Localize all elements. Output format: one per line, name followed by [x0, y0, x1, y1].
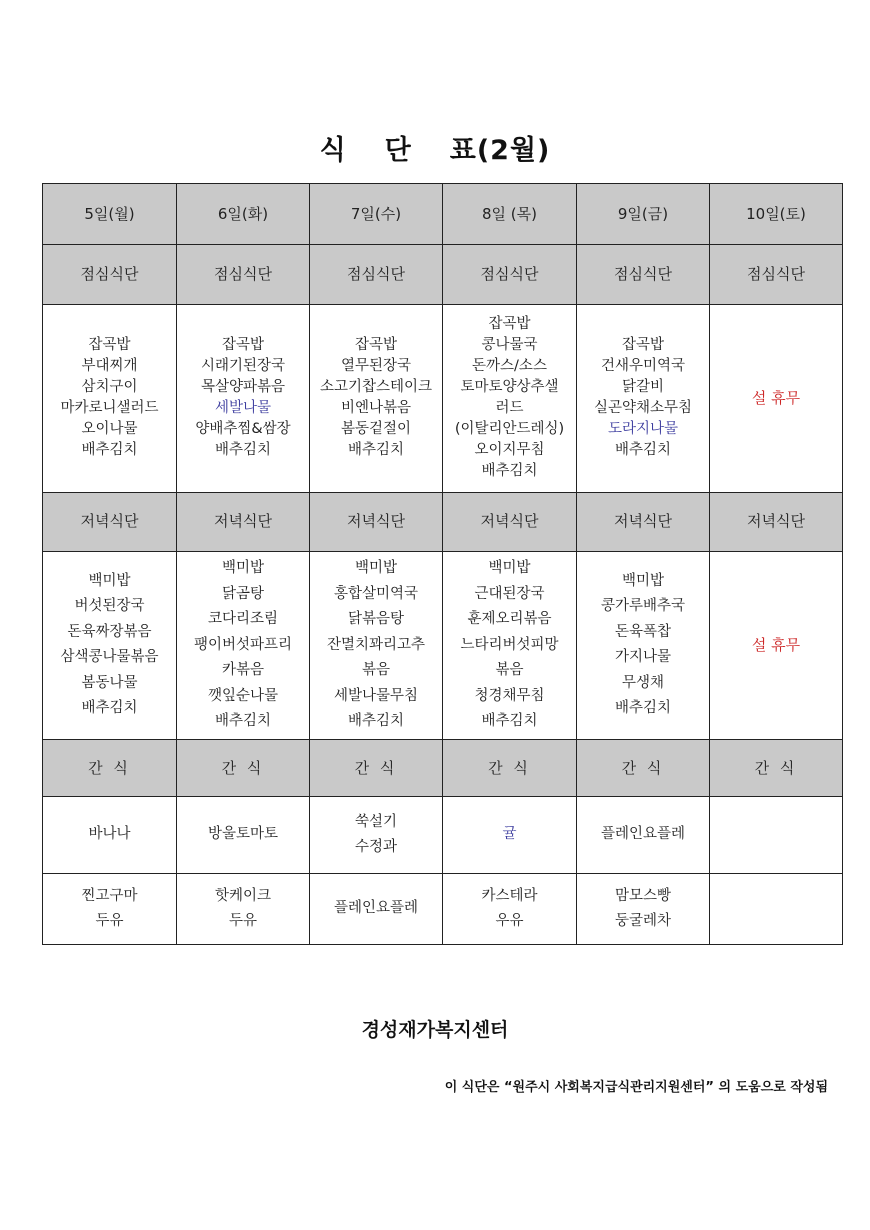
lunch-cell — [577, 304, 710, 492]
dinner-label: 저녁식단 — [710, 492, 843, 551]
menu-item: 비엔나볶음 — [340, 400, 412, 417]
menu-item: 카볶음 — [221, 662, 265, 679]
snack-label: 간 식 — [443, 739, 577, 796]
menu-item: 배추김치 — [347, 442, 405, 459]
menu-item: 닭곰탕 — [221, 585, 265, 602]
menu-item: 홍합살미역국 — [333, 585, 419, 602]
day-header: 6일(화) — [177, 184, 310, 245]
menu-item: 백미밥 — [221, 560, 265, 577]
menu-item: 볶음 — [361, 662, 390, 679]
dinner-menu-row — [43, 551, 843, 739]
dinner-cell — [577, 551, 710, 739]
date-header-row — [43, 184, 843, 245]
dinner-label: 저녁식단 — [443, 492, 577, 551]
menu-item: 오이지무침 — [474, 442, 545, 459]
snack-cell — [43, 873, 177, 944]
lunch-cell — [177, 304, 310, 492]
menu-item: 잡곡밥 — [488, 316, 531, 333]
snack-cell — [710, 873, 843, 944]
menu-item: 콩나물국 — [481, 337, 538, 354]
snack-cell — [577, 873, 710, 944]
menu-item: 콩가루배추국 — [600, 598, 686, 615]
snack-row-2 — [43, 873, 843, 944]
menu-item: 목살양파볶음 — [200, 379, 286, 396]
menu-item: 마카로니샐러드 — [60, 400, 159, 417]
menu-item: 무생채 — [621, 674, 665, 691]
snack-row-1 — [43, 797, 843, 873]
day-header: 9일(금) — [577, 184, 710, 245]
menu-item: 토마토양상추샐 — [460, 379, 559, 396]
menu-item: 훈제오리볶음 — [467, 611, 552, 628]
lunch-label-row — [43, 245, 843, 304]
menu-item: 배추김치 — [81, 442, 138, 459]
meal-table — [42, 183, 843, 945]
lunch-cell — [310, 304, 443, 492]
snack-item: 우유 — [495, 912, 524, 929]
snack-cell — [310, 873, 443, 944]
menu-item: 삼치구이 — [81, 379, 138, 396]
menu-item: 근대된장국 — [474, 585, 545, 602]
menu-item: 배추김치 — [214, 442, 272, 459]
snack-label: 간 식 — [177, 739, 310, 796]
menu-item: 세발나물 — [214, 400, 272, 417]
menu-item: 봄동나물 — [81, 674, 138, 691]
menu-item: 돈육짜장볶음 — [67, 623, 152, 640]
menu-item: 배추김치 — [614, 700, 672, 717]
menu-item: 배추김치 — [614, 442, 672, 459]
lunch-cell — [43, 304, 177, 492]
lunch-menu-row — [43, 304, 843, 492]
day-header: 10일(토) — [710, 184, 843, 245]
menu-item: 코다리조림 — [207, 611, 279, 628]
menu-item: 소고기찹스테이크 — [319, 379, 433, 396]
snack-cell — [443, 873, 577, 944]
menu-item: 배추김치 — [347, 713, 405, 730]
lunch-label: 점심식단 — [577, 245, 710, 304]
lunch-label: 점심식단 — [177, 245, 310, 304]
lunch-label: 점심식단 — [443, 245, 577, 304]
menu-item: 잔멸치꽈리고추 — [326, 636, 426, 653]
menu-item: 깻잎순나물 — [207, 687, 279, 704]
dinner-cell — [710, 551, 843, 739]
snack-item: 맘모스빵 — [614, 887, 672, 904]
lunch-label: 점심식단 — [310, 245, 443, 304]
snack-item: 플레인요플레 — [333, 900, 419, 917]
snack-cell — [310, 797, 443, 873]
lunch-cell — [443, 304, 577, 492]
dinner-label: 저녁식단 — [177, 492, 310, 551]
snack-cell — [43, 797, 177, 873]
snack-item: 바나나 — [88, 826, 131, 843]
snack-item: 두유 — [95, 912, 124, 929]
snack-label: 간 식 — [710, 739, 843, 796]
menu-item: 백미밥 — [621, 572, 665, 589]
center-name: 경성재가복지센터 — [361, 1019, 509, 1041]
menu-item: 도라지나물 — [607, 421, 679, 438]
menu-item: 러드 — [495, 400, 524, 417]
menu-item: 팽이버섯파프리 — [193, 636, 293, 653]
menu-item: 부대찌개 — [81, 358, 138, 375]
menu-item: 시래기된장국 — [200, 358, 286, 375]
snack-item: 카스테라 — [481, 887, 538, 904]
snack-item: 핫케이크 — [214, 887, 272, 904]
menu-item: 실곤약채소무침 — [593, 400, 693, 417]
menu-item: 버섯된장국 — [74, 598, 145, 615]
menu-item: 잡곡밥 — [221, 337, 265, 354]
title-part-3: 표(2월) — [449, 135, 551, 166]
snack-label: 간 식 — [43, 739, 177, 796]
title-part-1: 식 — [319, 135, 347, 166]
menu-item: 잡곡밥 — [621, 337, 665, 354]
snack-item: 수정과 — [354, 838, 398, 855]
menu-item: (이탈리안드레싱) — [454, 421, 565, 438]
menu-item: 양배추찜&쌈장 — [195, 421, 291, 438]
dinner-label: 저녁식단 — [310, 492, 443, 551]
snack-cell — [177, 797, 310, 873]
snack-cell — [177, 873, 310, 944]
menu-item: 돈육폭찹 — [614, 623, 672, 640]
holiday-text: 설 휴무 — [751, 388, 801, 407]
day-header: 8일 (목) — [443, 184, 577, 245]
dinner-cell — [443, 551, 577, 739]
menu-item: 잡곡밥 — [354, 337, 398, 354]
snack-item: 방울토마토 — [207, 826, 279, 843]
menu-item: 돈까스/소스 — [472, 358, 547, 375]
snack-item: 찐고구마 — [81, 887, 138, 904]
lunch-label: 점심식단 — [710, 245, 843, 304]
menu-item: 가지나물 — [614, 649, 672, 666]
menu-item: 열무된장국 — [340, 358, 412, 375]
menu-item: 백미밥 — [88, 572, 131, 589]
holiday-text: 설 휴무 — [751, 635, 801, 654]
menu-item: 백미밥 — [354, 560, 398, 577]
dinner-label-row — [43, 492, 843, 551]
day-header: 7일(수) — [310, 184, 443, 245]
snack-item: 쑥설기 — [354, 813, 398, 830]
snack-cell — [710, 797, 843, 873]
snack-item: 두유 — [228, 912, 257, 929]
snack-label-row — [43, 739, 843, 796]
menu-item: 느타리버섯피망 — [460, 636, 559, 653]
dinner-label: 저녁식단 — [577, 492, 710, 551]
menu-item: 세발나물무침 — [333, 687, 419, 704]
menu-item: 배추김치 — [214, 713, 272, 730]
dinner-label: 저녁식단 — [43, 492, 177, 551]
menu-item: 배추김치 — [481, 463, 538, 480]
day-header: 5일(월) — [43, 184, 177, 245]
menu-item: 잡곡밥 — [88, 337, 131, 354]
menu-item: 배추김치 — [81, 700, 138, 717]
snack-cell — [443, 797, 577, 873]
menu-item: 봄동겉절이 — [340, 421, 412, 438]
snack-item: 귤 — [502, 826, 517, 843]
menu-item: 볶음 — [495, 662, 524, 679]
snack-label: 간 식 — [577, 739, 710, 796]
snack-cell — [577, 797, 710, 873]
menu-item: 닭볶음탕 — [347, 611, 405, 628]
dinner-cell — [177, 551, 310, 739]
menu-item: 삼색콩나물볶음 — [60, 649, 159, 666]
menu-item: 백미밥 — [488, 560, 531, 577]
page-title — [0, 128, 870, 167]
menu-item: 청경채무침 — [474, 687, 545, 704]
dinner-cell — [310, 551, 443, 739]
snack-item: 둥굴레차 — [614, 912, 672, 929]
menu-item: 닭갈비 — [621, 379, 665, 396]
lunch-label: 점심식단 — [43, 245, 177, 304]
snack-item: 플레인요플레 — [600, 826, 686, 843]
snack-label: 간 식 — [310, 739, 443, 796]
menu-item: 건새우미역국 — [600, 358, 686, 375]
lunch-cell — [710, 304, 843, 492]
menu-item: 오이나물 — [81, 421, 138, 438]
footer-note: 이 식단은 “원주시 사회복지급식관리지원센터” 의 도움으로 작성됨 — [444, 1080, 828, 1095]
dinner-cell — [43, 551, 177, 739]
title-part-2: 단 — [384, 135, 412, 166]
menu-item: 배추김치 — [481, 713, 538, 730]
